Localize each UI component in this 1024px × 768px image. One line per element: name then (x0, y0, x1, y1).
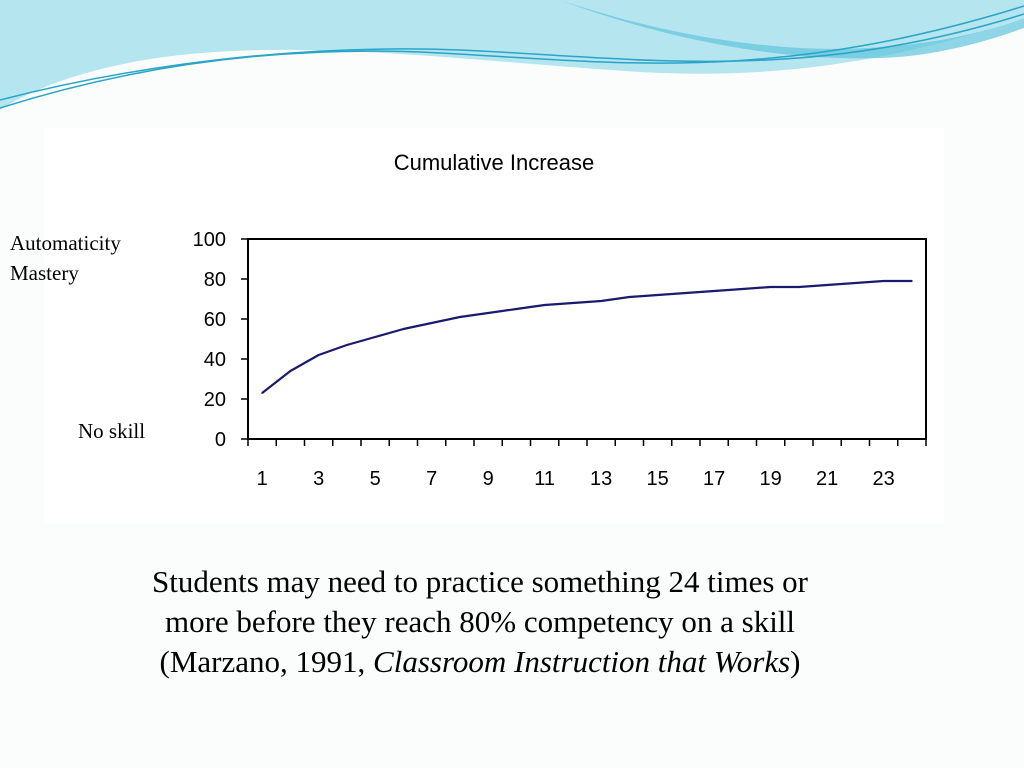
data-point (741, 288, 743, 290)
caption-citation-prefix: (Marzano, 1991, (159, 644, 374, 679)
y-tick-label: 20 (203, 389, 226, 411)
x-tick-label: 15 (646, 468, 669, 490)
x-tick-label: 1 (256, 468, 268, 490)
plot-frame (248, 239, 926, 439)
series-line (262, 281, 912, 393)
data-point (883, 280, 885, 282)
data-point (544, 304, 546, 306)
data-point (826, 284, 828, 286)
y-top-label-line1: Automaticity (10, 231, 121, 255)
data-point (289, 370, 291, 372)
data-point (261, 392, 263, 394)
x-tick-label: 3 (313, 468, 325, 490)
y-tick-label: 80 (203, 269, 226, 291)
caption-line-3 (40, 642, 920, 682)
y-tick-label: 40 (203, 349, 226, 371)
y-bottom-label: No skill (78, 419, 146, 443)
data-point (770, 286, 772, 288)
caption (40, 562, 920, 682)
data-point (911, 280, 913, 282)
header-wave-decoration (0, 0, 1024, 120)
data-point (600, 300, 602, 302)
data-point (431, 322, 433, 324)
data-point (854, 282, 856, 284)
x-tick-label: 7 (426, 468, 438, 490)
plot-border (248, 239, 926, 439)
x-axis-ticks (248, 439, 926, 490)
data-point (346, 344, 348, 346)
x-tick-label: 11 (534, 468, 556, 490)
line-chart (44, 128, 944, 524)
data-point (628, 296, 630, 298)
y-top-label (10, 228, 121, 288)
caption-citation-suffix: ) (790, 644, 801, 679)
data-point (713, 290, 715, 292)
data-point (374, 336, 376, 338)
y-top-label-line2: Mastery (10, 261, 79, 285)
y-tick-label: 60 (203, 309, 226, 331)
series-layer (261, 280, 913, 394)
y-tick-label: 100 (192, 229, 226, 251)
caption-line-1: Students may need to practice something 24 times or (151, 564, 809, 599)
x-tick-label: 21 (816, 468, 839, 490)
y-axis-ticks (193, 229, 248, 451)
chart-title: Cumulative Increase (393, 150, 595, 175)
data-point (402, 328, 404, 330)
x-tick-label: 23 (872, 468, 895, 490)
x-tick-label: 9 (482, 468, 494, 490)
x-tick-label: 17 (703, 468, 726, 490)
x-tick-label: 5 (369, 468, 381, 490)
caption-line-2: more before they reach 80% competency on a skill (164, 604, 796, 639)
caption-book-title: Classroom Instruction that Works (373, 644, 791, 679)
data-point (487, 312, 489, 314)
chart-panel (44, 128, 944, 524)
data-point (657, 294, 659, 296)
data-point (515, 308, 517, 310)
data-point (685, 292, 687, 294)
x-tick-label: 13 (590, 468, 613, 490)
y-tick-label: 0 (214, 429, 226, 451)
data-point (572, 302, 574, 304)
x-tick-label: 19 (759, 468, 782, 490)
data-point (318, 354, 320, 356)
data-point (798, 286, 800, 288)
data-point (459, 316, 461, 318)
